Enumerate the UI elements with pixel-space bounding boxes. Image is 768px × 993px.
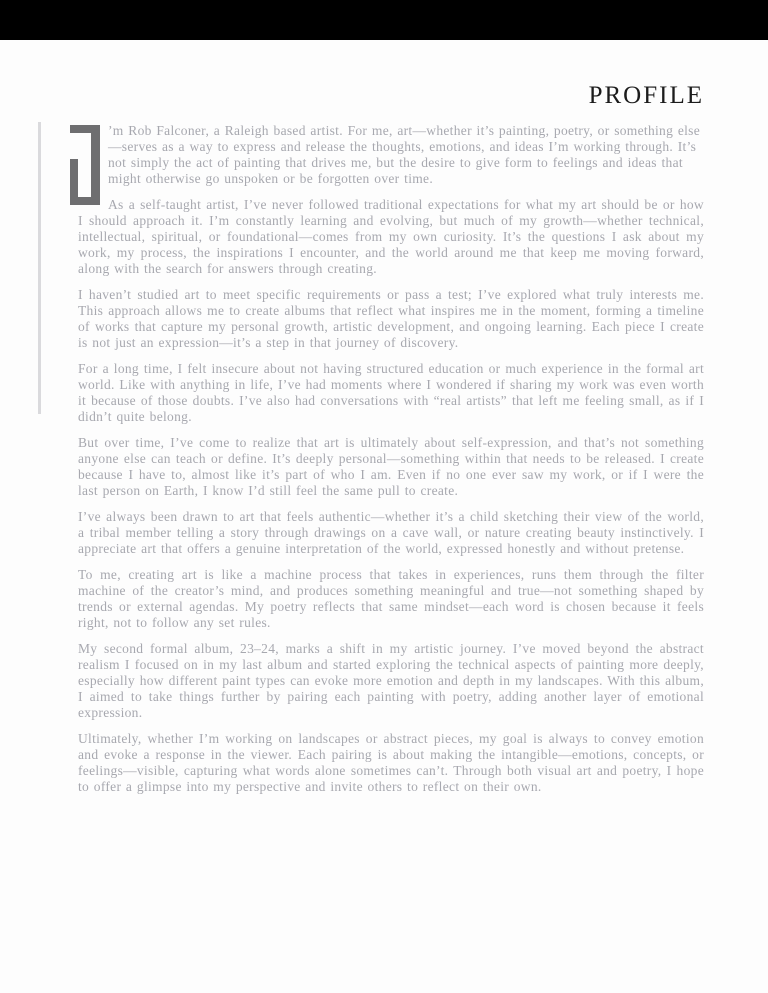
profile-paragraph-5: But over time, I’ve come to realize that art is ultimately about self-expression, and that’s not something anyone else can teach or define. It’s deeply personal—something within that needs to be released. I create because I have to, almost like it’s part of who I am. Even if no one ever saw my work, or if I were the last person on Earth, I know I’d still feel the same pull to create. <box>78 435 704 498</box>
profile-paragraph-4: For a long time, I felt insecure about not having structured education or much experience in the formal art world. Like with anything in life, I’ve had moments where I wondered if sharing my work was even worth it because of those doubts. I’ve also had conversations with “real artists” that left me feeling small, as if I didn’t quite belong. <box>78 361 704 424</box>
drop-cap-i <box>70 125 100 205</box>
profile-content <box>0 83 768 795</box>
profile-paragraph-7: To me, creating art is like a machine process that takes in experiences, runs them through the filter machine of the creator’s mind, and produces something meaningful and true—not something shaped by trends or external agendas. My poetry reflects that same mindset—each word is chosen because it feels right, not to follow any set rules. <box>78 567 704 630</box>
page-title: PROFILE <box>588 82 704 109</box>
profile-paragraph-1 <box>78 123 704 187</box>
profile-paragraph-6: I’ve always been drawn to art that feels authentic—whether it’s a child sketching their view of the world, a tribal member telling a story through drawings on a cave wall, or nature creating beauty instinctively. I appreciate art that offers a genuine interpretation of the world, expressed honestly and without pretense. <box>78 509 704 556</box>
profile-paragraph-2: As a self-taught artist, I’ve never followed traditional expectations for what my art should be or how I should approach it. I’m constantly learning and evolving, but much of my growth—whether technical, intellectual, spiritual, or foundational—comes from my own curiosity. It’s the questions I ask about my work, my process, the inspirations I encounter, and the world around me that keep me moving forward, along with the search for answers through creating. <box>78 197 704 276</box>
paragraph-text-1: ’m Rob Falconer, a Raleigh based artist. For me, art—whether it’s painting, poetry, or something else—serves as a way to express and release the thoughts, emotions, and ideas I’m working through. It’s not simply the act of painting that drives me, but the desire to give form to feelings and ideas that might otherwise go unspoken or be forgotten over time. <box>108 123 701 186</box>
profile-paragraph-8: My second formal album, 23–24, marks a shift in my artistic journey. I’ve moved beyond the abstract realism I focused on in my last album and started exploring the technical aspects of painting more deeply, especially how different paint types can evoke more emotion and depth in my landscapes. With this album, I aimed to take things further by pairing each painting with poetry, adding another layer of emotional expression. <box>78 641 704 720</box>
header-bar <box>0 0 768 40</box>
profile-body <box>78 123 704 795</box>
profile-paragraph-3: I haven’t studied art to meet specific requirements or pass a test; I’ve explored what truly interests me. This approach allows me to create albums that reflect what inspires me in the moment, forming a timeline of works that capture my personal growth, artistic development, and ongoing learning. Each piece I create is not just an expression—it’s a step in that journey of discovery. <box>78 287 704 350</box>
profile-paragraph-9: Ultimately, whether I’m working on landscapes or abstract pieces, my goal is always to convey emotion and evoke a response in the viewer. Each pairing is about making the intangible—emotions, concepts, or feelings—visible, capturing what words alone sometimes can’t. Through both visual art and poetry, I hope to offer a glimpse into my perspective and invite others to reflect on their own. <box>78 731 704 794</box>
